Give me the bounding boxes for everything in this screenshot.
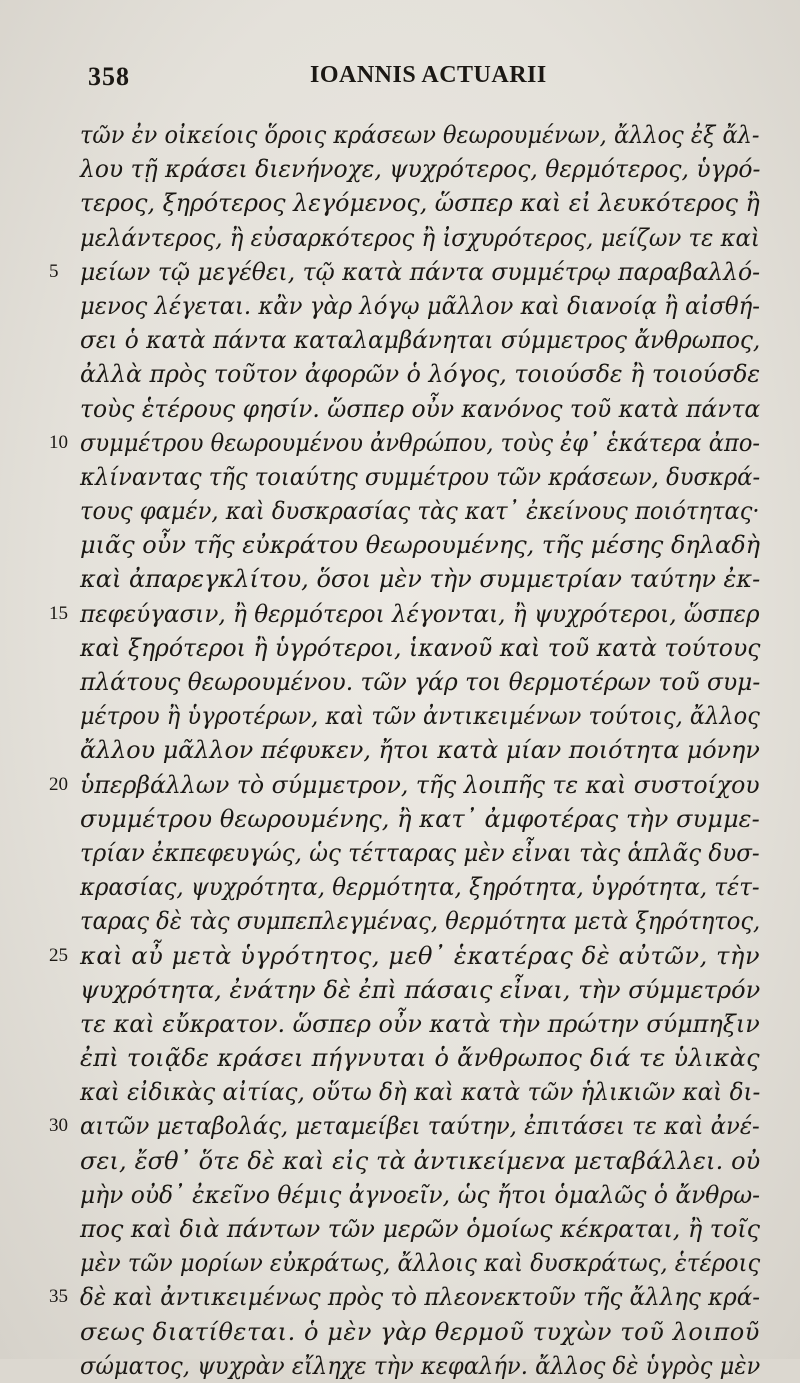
text-line xyxy=(0,118,800,152)
text-line xyxy=(0,562,800,596)
text-line xyxy=(0,1280,800,1314)
line-text: αιτῶν μεταβολάς, μεταμείβει ταύτην, ἐπιτάσει τε καὶ ἀνέ- xyxy=(80,1112,760,1141)
text-line xyxy=(0,221,800,255)
text-line xyxy=(0,426,800,460)
line-text: σει, ἔσθ᾽ ὅτε δὲ καὶ εἰς τὰ ἀντικείμενα μεταβάλλει. οὐ xyxy=(80,1146,761,1175)
line-text: ἐπὶ τοιᾷδε κράσει πήγνυται ὁ ἄνθρωπος διά τε ὑλικὰς xyxy=(80,1044,760,1073)
text-line xyxy=(0,1007,800,1041)
text-line xyxy=(0,1109,800,1143)
text-line xyxy=(0,904,800,938)
line-text: καὶ εἰδικὰς αἰτίας, οὕτω δὴ καὶ κατὰ τῶν ἡλικιῶν καὶ δι- xyxy=(80,1078,761,1107)
line-text: μέτρου ἢ ὑγροτέρων, καὶ τῶν ἀντικειμένων τούτοις, ἄλλος xyxy=(80,702,760,731)
text-line xyxy=(0,1349,800,1383)
line-text: πλάτους θεωρουμένου. τῶν γάρ τοι θερμοτέρων τοῦ συμ- xyxy=(80,668,761,696)
line-text: τῶν ἐν οἰκείοις ὅροις κράσεων θεωρουμένων, ἄλλος ἐξ ἄλ- xyxy=(80,121,760,149)
page-header xyxy=(0,56,800,96)
line-text: ταρας δὲ τὰς συμπεπλεγμένας, θερμότητα μετὰ ξηρότητος, xyxy=(80,907,761,936)
line-text: κρασίας, ψυχρότητα, θερμότητα, ξηρότητα, ὑγρότητα, τέτ- xyxy=(80,873,760,902)
text-line xyxy=(0,665,800,699)
line-text: τους φαμέν, καὶ δυσκρασίας τὰς κατ᾽ ἐκείνους ποιότητας· xyxy=(80,497,760,526)
line-text: συμμέτρου θεωρουμένου ἀνθρώπου, τοὺς ἐφ᾽ ἑκάτερα ἀπο- xyxy=(80,428,761,457)
line-text: κλίναντας τῆς τοιαύτης συμμέτρου τῶν κράσεων, δυσκρά- xyxy=(80,462,761,491)
text-line xyxy=(0,1144,800,1178)
line-text: μενος λέγεται. κἂν γὰρ λόγῳ μᾶλλον καὶ διανοίᾳ ἢ αἰσθή- xyxy=(80,291,760,320)
text-line xyxy=(0,494,800,528)
line-text: δὲ καὶ ἀντικειμένως πρὸς τὸ πλεονεκτοῦν τῆς ἄλλης κρά- xyxy=(80,1283,760,1312)
text-line xyxy=(0,597,800,631)
text-line xyxy=(0,357,800,391)
line-number: 10 xyxy=(49,431,68,453)
line-text: καὶ ἀπαρεγκλίτου, ὅσοι μὲν τὴν συμμετρίαν ταύτην ἐκ- xyxy=(80,565,761,594)
text-line xyxy=(0,460,800,494)
text-line xyxy=(0,870,800,904)
text-line xyxy=(0,186,800,220)
line-text: πεφεύγασιν, ἢ θερμότεροι λέγονται, ἢ ψυχρότεροι, ὥσπερ xyxy=(80,599,760,628)
line-number: 25 xyxy=(49,944,68,966)
text-line xyxy=(0,631,800,665)
running-head: IOANNIS ACTUARII xyxy=(310,62,547,88)
greek-text-block xyxy=(0,118,800,1383)
text-line xyxy=(0,1212,800,1246)
text-line xyxy=(0,289,800,323)
line-number: 15 xyxy=(49,602,68,624)
line-text: τοὺς ἑτέρους φησίν. ὥσπερ οὖν κανόνος τοῦ κατὰ πάντα xyxy=(80,394,761,423)
text-line xyxy=(0,323,800,357)
line-text: πος καὶ διὰ πάντων τῶν μερῶν ὁμοίως κέκραται, ἢ τοῖς xyxy=(80,1215,761,1243)
line-number: 30 xyxy=(49,1115,68,1137)
line-text: τρίαν ἐκπεφευγώς, ὡς τέτταρας μὲν εἶναι τὰς ἁπλᾶς δυσ- xyxy=(80,838,760,867)
line-text: σεως διατίθεται. ὁ μὲν γὰρ θερμοῦ τυχὼν τοῦ λοιποῦ xyxy=(80,1317,760,1346)
text-line xyxy=(0,699,800,733)
line-text: μείων τῷ μεγέθει, τῷ κατὰ πάντα συμμέτρῳ παραβαλλό- xyxy=(80,257,761,286)
text-line xyxy=(0,973,800,1007)
text-line xyxy=(0,939,800,973)
text-line xyxy=(0,392,800,426)
line-text: λου τῇ κράσει διενήνοχε, ψυχρότερος, θερμότερος, ὑγρό- xyxy=(80,155,761,184)
text-line xyxy=(0,1246,800,1280)
line-text: συμμέτρου θεωρουμένης, ἢ κατ᾽ ἀμφοτέρας τὴν συμμε- xyxy=(80,804,760,833)
text-line xyxy=(0,836,800,870)
line-number: 5 xyxy=(49,260,59,282)
page-number: 358 xyxy=(88,62,130,91)
text-line xyxy=(0,802,800,836)
text-line xyxy=(0,1315,800,1349)
line-number: 35 xyxy=(49,1286,68,1308)
text-line xyxy=(0,152,800,186)
text-line xyxy=(0,1178,800,1212)
line-text: τε καὶ εὔκρατον. ὥσπερ οὖν κατὰ τὴν πρώτην σύμπηξιν xyxy=(80,1009,760,1038)
line-text: μελάντερος, ἢ εὐσαρκότερος ἢ ἰσχυρότερος, μείζων τε καὶ xyxy=(80,223,760,252)
text-line xyxy=(0,255,800,289)
line-text: ὑπερβάλλων τὸ σύμμετρον, τῆς λοιπῆς τε καὶ συστοίχου xyxy=(80,770,760,799)
text-line xyxy=(0,1041,800,1075)
line-text: σει ὁ κατὰ πάντα καταλαμβάνηται σύμμετρος ἄνθρωπος, xyxy=(80,326,761,355)
line-text: τερος, ξηρότερος λεγόμενος, ὥσπερ καὶ εἰ λευκότερος ἢ xyxy=(80,189,760,218)
line-text: μιᾶς οὖν τῆς εὐκράτου θεωρουμένης, τῆς μέσης δηλαδὴ xyxy=(80,531,761,560)
text-line xyxy=(0,768,800,802)
text-line xyxy=(0,1075,800,1109)
line-text: σώματος, ψυχρὰν εἴληχε τὴν κεφαλήν. ἄλλος δὲ ὑγρὸς μὲν xyxy=(80,1351,761,1380)
text-line xyxy=(0,733,800,767)
line-text: ἄλλου μᾶλλον πέφυκεν, ἤτοι κατὰ μίαν ποιότητα μόνην xyxy=(80,736,760,765)
line-text: ψυχρότητα, ἐνάτην δὲ ἐπὶ πάσαις εἶναι, τὴν σύμμετρόν xyxy=(80,975,761,1004)
line-text: ἀλλὰ πρὸς τοῦτον ἀφορῶν ὁ λόγος, τοιούσδε ἢ τοιούσδε xyxy=(80,360,761,389)
line-text: μὲν τῶν μορίων εὐκράτως, ἄλλοις καὶ δυσκράτως, ἑτέροις xyxy=(80,1249,761,1278)
line-text: μὴν οὐδ᾽ ἐκεῖνο θέμις ἀγνοεῖν, ὡς ἤτοι ὁμαλῶς ὁ ἄνθρω- xyxy=(80,1180,761,1209)
line-text: καὶ ξηρότεροι ἢ ὑγρότεροι, ἱκανοῦ καὶ τοῦ κατὰ τούτους xyxy=(80,633,761,662)
line-text: καὶ αὖ μετὰ ὑγρότητος, μεθ᾽ ἑκατέρας δὲ αὐτῶν, τὴν xyxy=(80,941,761,970)
line-number: 20 xyxy=(49,773,68,795)
text-line xyxy=(0,528,800,562)
